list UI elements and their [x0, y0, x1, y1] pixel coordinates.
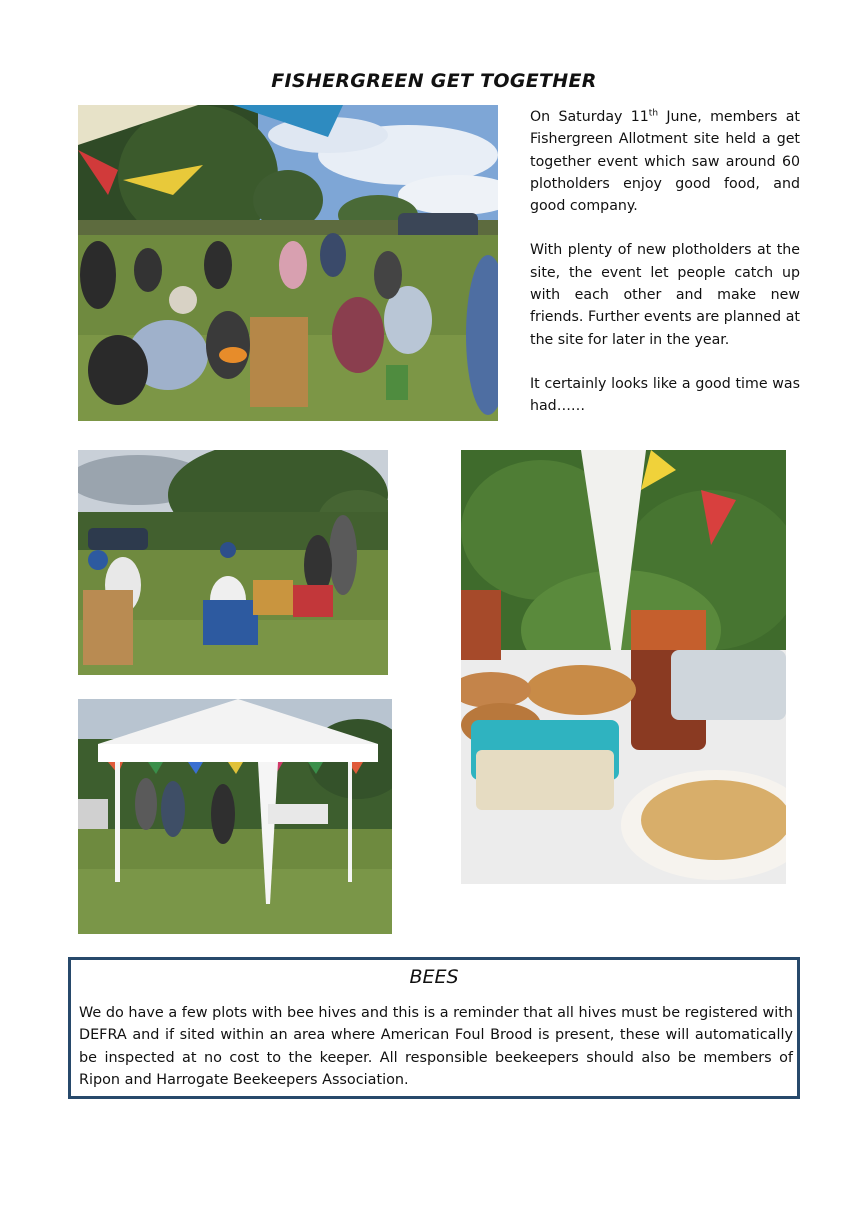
bees-notice-box — [68, 957, 800, 1099]
white-gazebo-photo — [78, 699, 392, 934]
intro-paragraph-1 — [530, 106, 800, 217]
intro-text — [530, 106, 800, 440]
page-title: FISHERGREEN GET TOGETHER — [271, 70, 597, 92]
group-seated-on-grass-photo — [78, 105, 498, 421]
bees-heading: BEES — [409, 966, 459, 988]
food-table-with-jug-photo — [461, 450, 786, 884]
bees-text: We do have a few plots with bee hives and this is a reminder that all hives must be registered with DEFRA and if sited within an area where American Foul Brood is present, these will automatically be inspected at no cost to the keeper. All responsible beekeepers should also be members of Ripon and Harrogate Beekeepers Association. — [79, 1005, 793, 1089]
intro-paragraph-2: With plenty of new plotholders at the site, the event let people catch up with each other and make new friends. Further events are planned at the site for later in the year. — [530, 242, 800, 348]
people-standing-in-field-photo — [78, 450, 388, 675]
date-suffix: th — [648, 108, 659, 119]
intro-paragraph-3: It certainly looks like a good time was had…… — [530, 375, 800, 415]
intro-p1-start: On Saturday 11 — [530, 109, 649, 125]
intro-p1-end: June, members at Fishergreen Allotment site held a get together event which saw around 60 plotholders enjoy good food, and good company. — [530, 109, 800, 215]
